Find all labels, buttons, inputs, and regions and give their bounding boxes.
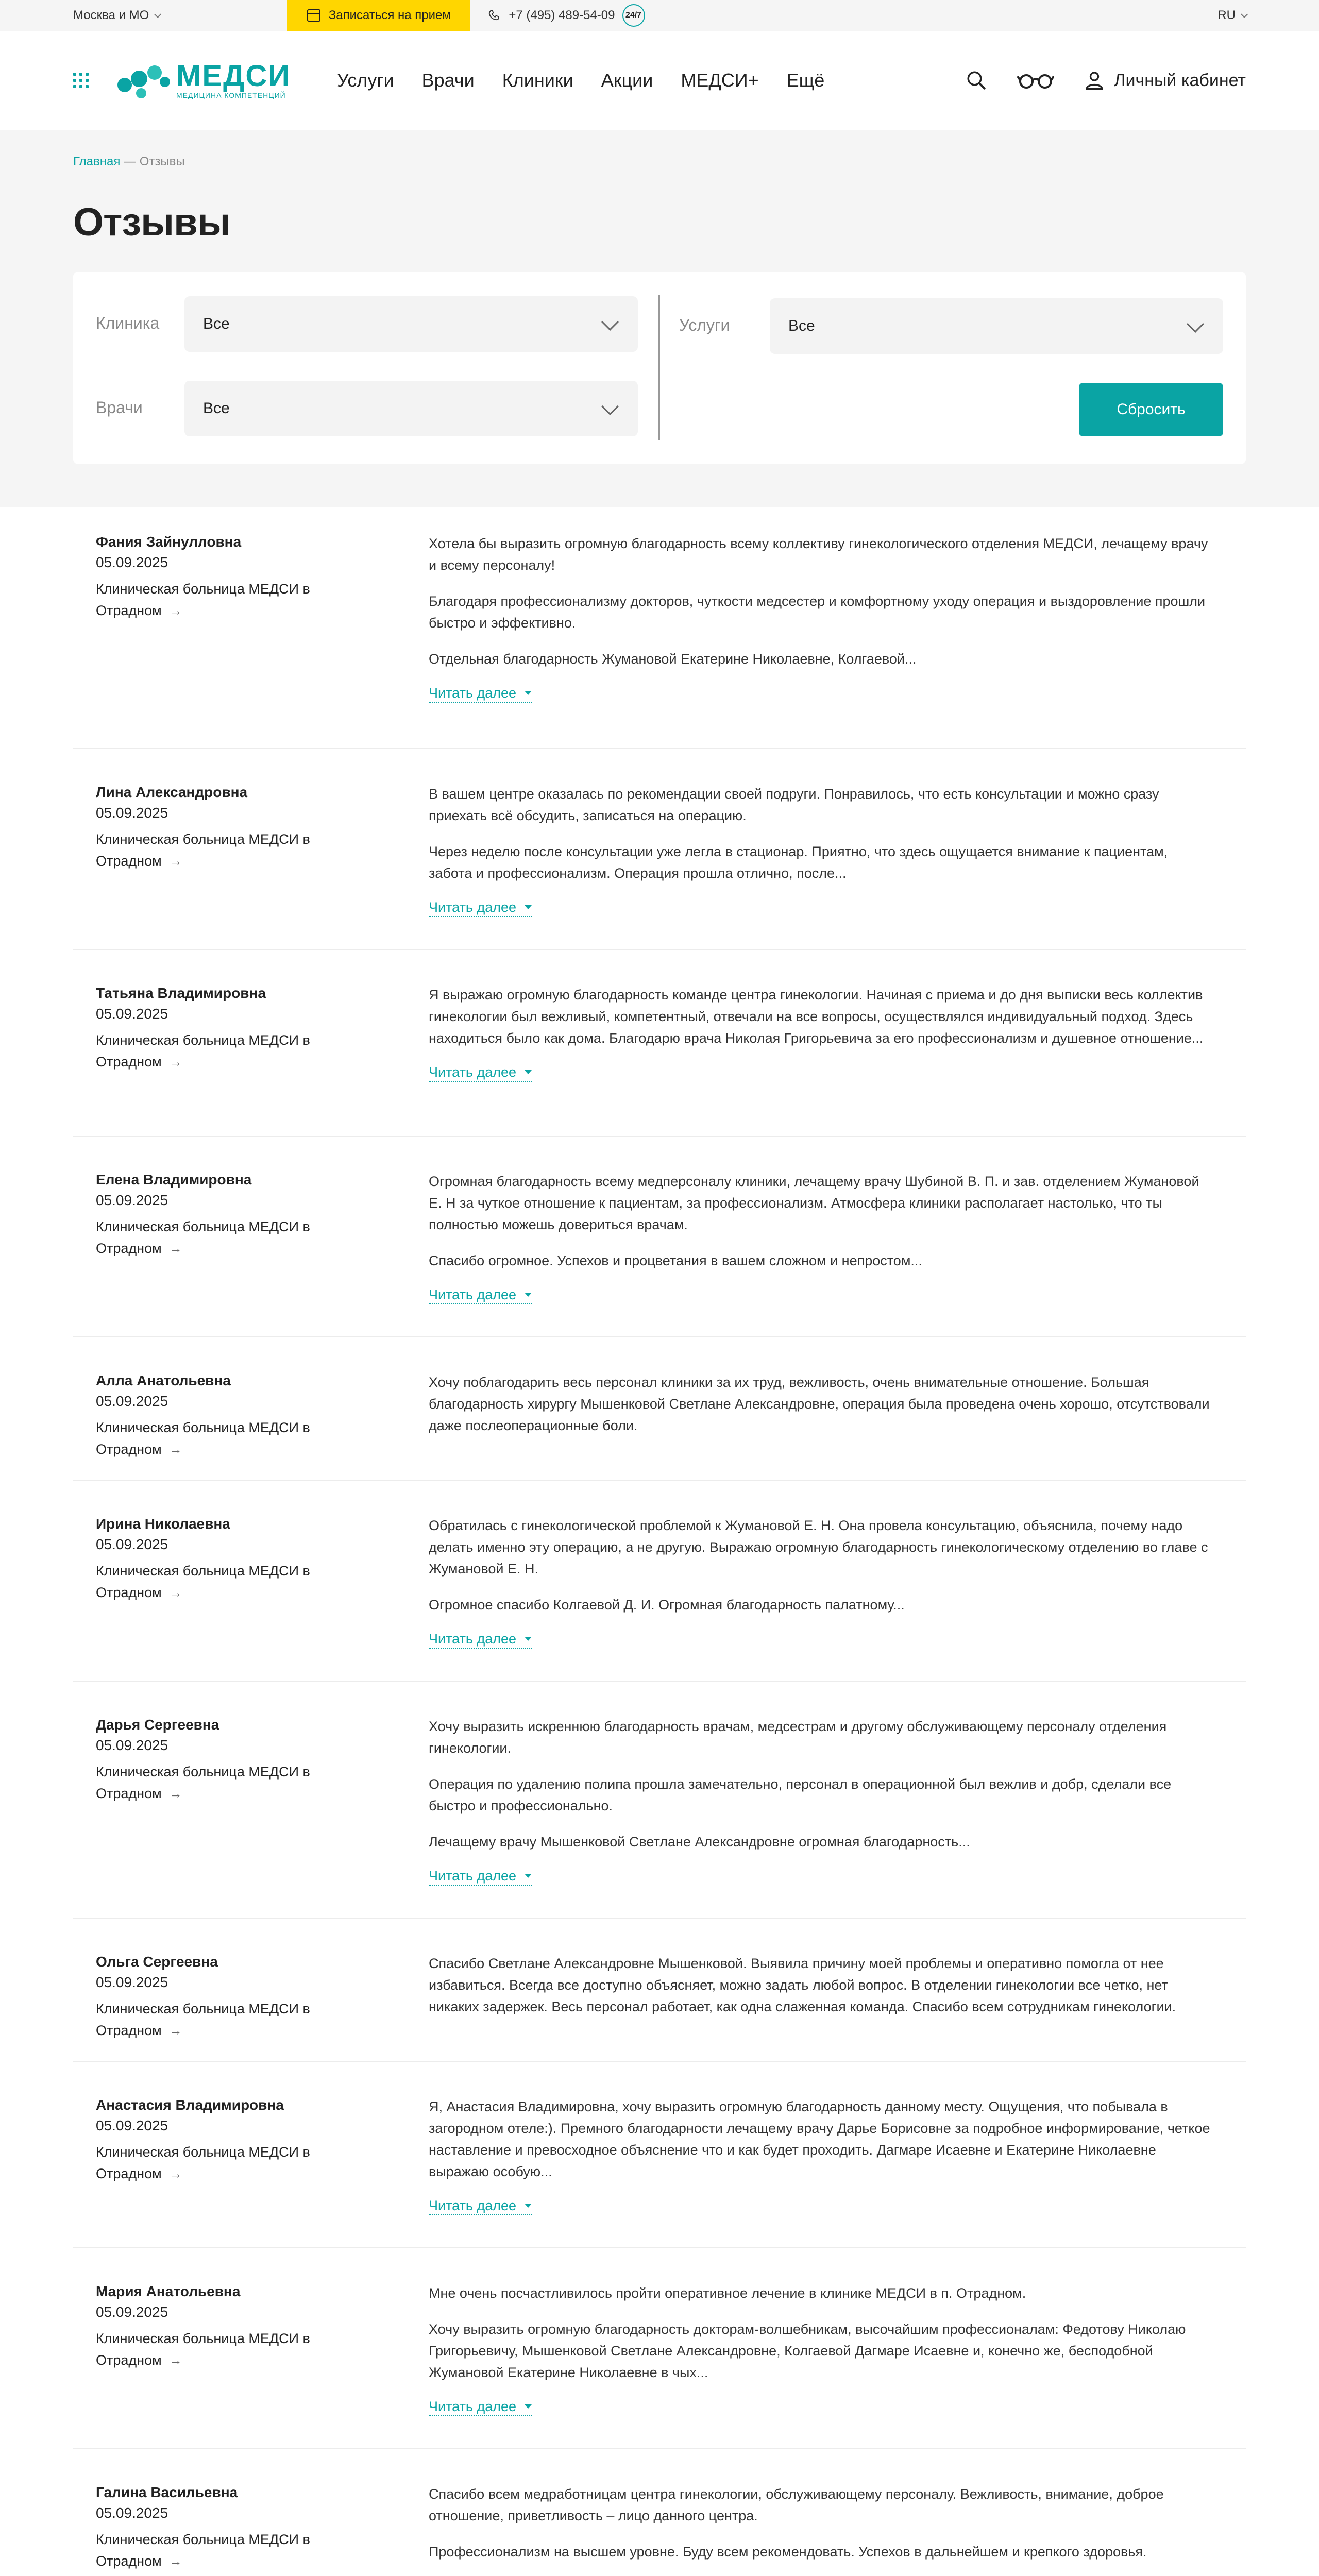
arrow-right-icon: → <box>168 603 182 618</box>
arrow-right-icon: → <box>168 2553 182 2569</box>
clinic-filter-value: Все <box>203 315 230 332</box>
review-author: Анастасия Владимировна <box>96 2097 284 2113</box>
review-text <box>429 984 1212 1082</box>
read-more-label: Читать далее <box>429 1287 517 1302</box>
read-more-link[interactable] <box>429 1630 532 1649</box>
chevron-down-icon <box>154 11 161 18</box>
caret-down-icon <box>525 1293 532 1297</box>
read-more-link[interactable] <box>429 899 532 917</box>
review-date: 05.09.2025 <box>96 2304 168 2320</box>
review-clinic-name: Клиническая больница МЕДСИ в Отрадном <box>96 2144 310 2181</box>
phone-link[interactable] <box>487 4 645 27</box>
calendar-icon <box>307 9 320 22</box>
review-clinic-name: Клиническая больница МЕДСИ в Отрадном <box>96 1420 310 1457</box>
read-more-label: Читать далее <box>429 1631 517 1647</box>
review-item <box>73 749 1246 950</box>
appointment-button[interactable] <box>287 0 470 31</box>
review-item <box>73 512 1246 749</box>
review-paragraph: Через неделю после консультации уже легла в стационар. Приятно, что здесь ощущается внимание к пациентам, забота и профессионализм. Операция прошла отлично, после... <box>429 844 1168 881</box>
apps-grid-icon[interactable] <box>73 73 89 88</box>
review-clinic-link[interactable] <box>96 1761 323 1804</box>
review-paragraph: Огромная благодарность всему медперсоналу клиники, лечащему врачу Шубиной В. П. и зав. отделением Жумановой Е. Н за чуткое отношение к пациентам, за профессионализм. Атмосфера клиники располагает настолько, что ты полностью можешь довериться врачам. <box>429 1174 1199 1232</box>
services-filter-select[interactable] <box>770 298 1223 354</box>
caret-down-icon <box>525 2204 532 2208</box>
review-paragraph: Профессионализм на высшем уровне. Буду всем рекомендовать. Успехов в дальнейшем и крепкого здоровья. <box>429 2544 1147 2560</box>
read-more-link[interactable] <box>429 1286 532 1304</box>
city-label: Москва и МО <box>73 8 149 22</box>
read-more-link[interactable] <box>429 1063 532 1082</box>
review-paragraph: Хочу поблагодарить весь персонал клиники за их труд, вежливость, очень внимательные отношение. Большая благодарность хирургу Мышенковой Светлане Александровне, операция была проведена очень хорошо, отсутствовали даже послеоперационные боли. <box>429 1375 1210 1433</box>
review-clinic-link[interactable] <box>96 2529 323 2572</box>
review-text <box>429 1953 1212 2018</box>
arrow-right-icon: → <box>168 1786 182 1801</box>
reset-filters-button[interactable]: Сбросить <box>1079 383 1223 436</box>
city-selector[interactable] <box>73 8 159 23</box>
nav-item-more[interactable]: Ещё <box>786 70 825 91</box>
main-header <box>0 31 1319 130</box>
arrow-right-icon: → <box>168 2166 182 2181</box>
review-clinic-name: Клиническая больница МЕДСИ в Отрадном <box>96 2532 310 2569</box>
review-author: Лина Александровна <box>96 784 248 800</box>
review-paragraph: Благодаря профессионализму докторов, чуткости медсестер и комфортному уходу операция и выздоровление прошли быстро и эффективно. <box>429 594 1206 631</box>
review-paragraph: Я выражаю огромную благодарность команде центра гинекологии. Начиная с приема и до дня выписки весь коллектив гинекологии был вежливый, компетентный, отвечали на все вопросы, осуществлялся индивидуальный подход. Здесь находиться было как дома. Благодарю врача Николая Григорьевича за его профессионализм и душевное отношение... <box>429 987 1204 1046</box>
arrow-right-icon: → <box>168 2352 182 2368</box>
phone-number: +7 (495) 489-54-09 <box>509 8 615 22</box>
review-author: Фания Зайнулловна <box>96 534 242 550</box>
search-icon[interactable] <box>966 70 987 91</box>
review-date: 05.09.2025 <box>96 1536 168 1552</box>
nav-item-services[interactable]: Услуги <box>336 70 394 91</box>
glasses-icon[interactable] <box>1017 70 1054 91</box>
doctors-filter-value: Все <box>203 400 230 417</box>
review-author: Ирина Николаевна <box>96 1516 230 1532</box>
review-clinic-link[interactable] <box>96 1029 323 1073</box>
clinic-filter-select[interactable] <box>184 296 638 352</box>
review-clinic-name: Клиническая больница МЕДСИ в Отрадном <box>96 1563 310 1600</box>
read-more-link[interactable] <box>429 684 532 703</box>
review-author: Дарья Сергеевна <box>96 1717 219 1733</box>
review-clinic-name: Клиническая больница МЕДСИ в Отрадном <box>96 1219 310 1256</box>
services-filter-value: Все <box>788 317 815 334</box>
review-clinic-link[interactable] <box>96 578 323 621</box>
review-paragraph: Спасибо огромное. Успехов и процветания в вашем сложном и непростом... <box>429 1253 922 1268</box>
breadcrumb-current: Отзывы <box>139 155 185 168</box>
review-item <box>73 2248 1246 2449</box>
personal-cabinet-link[interactable] <box>1084 70 1246 91</box>
review-date: 05.09.2025 <box>96 554 168 570</box>
services-filter-label: Услуги <box>679 316 730 334</box>
read-more-label: Читать далее <box>429 1868 517 1884</box>
review-clinic-link[interactable] <box>96 2141 323 2184</box>
language-label: RU <box>1217 8 1236 22</box>
review-paragraph: Операция по удалению полипа прошла замечательно, персонал в операционной был вежлив и добр, сделали все быстро и профессионально. <box>429 1776 1172 1814</box>
nav-item-medsi-plus[interactable]: МЕДСИ+ <box>681 70 759 91</box>
review-item <box>73 1337 1246 1481</box>
review-item <box>73 1682 1246 1919</box>
review-clinic-link[interactable] <box>96 1417 323 1460</box>
review-item <box>73 2062 1246 2248</box>
read-more-link[interactable] <box>429 2398 532 2416</box>
review-text <box>429 1515 1212 1649</box>
review-clinic-name: Клиническая больница МЕДСИ в Отрадном <box>96 1764 310 1801</box>
page-title: Отзывы <box>73 200 230 244</box>
read-more-link[interactable] <box>429 2197 532 2215</box>
review-paragraph: Огромное спасибо Колгаевой Д. И. Огромная благодарность палатному... <box>429 1597 905 1613</box>
doctors-filter-label: Врачи <box>96 398 143 417</box>
reviews-list <box>73 507 1246 2576</box>
review-text <box>429 2483 1212 2576</box>
review-text <box>429 1171 1212 1304</box>
review-author: Татьяна Владимировна <box>96 985 266 1001</box>
caret-down-icon <box>525 1070 532 1074</box>
review-item <box>73 950 1246 1137</box>
review-item <box>73 1919 1246 2062</box>
logo-name: МЕДСИ <box>176 59 291 93</box>
review-paragraph: Хочу выразить огромную благодарность докторам-волшебникам, высочайшим профессионалам: Федотову Николаю Григорьевичу, Мышенковой Светлане Александровне, Колгаевой Дагмаре Исаевне и, конечно же, бесподобной Жумановой Екатерине Николаевне в чых... <box>429 2321 1186 2380</box>
top-bar <box>0 0 1319 31</box>
review-date: 05.09.2025 <box>96 1737 168 1753</box>
breadcrumb-home[interactable]: Главная <box>73 155 121 168</box>
review-paragraph: Хотела бы выразить огромную благодарность всему коллективу гинекологического отделения МЕДСИ, лечащему врачу и всему персоналу! <box>429 536 1208 573</box>
review-clinic-name: Клиническая больница МЕДСИ в Отрадном <box>96 2331 310 2368</box>
hero-section <box>0 130 1319 507</box>
logo-mark-icon <box>114 61 171 99</box>
review-paragraph: Спасибо Светлане Александровне Мышенковой. Выявила причину моей проблемы и оперативно помогла от нее избавиться. Всегда все доступно объясняет, можно задать любой вопрос. В отделении гинекологии все четко, нет никаких задержек. Весь персонал работает, как одна слаженная команда. Спасибо всем сотрудникам гинекологии. <box>429 1956 1176 2014</box>
breadcrumb-separator: — <box>120 155 140 168</box>
nav-item-promos[interactable]: Акции <box>601 70 653 91</box>
breadcrumb <box>73 155 1246 169</box>
review-date: 05.09.2025 <box>96 2505 168 2521</box>
review-clinic-name: Клиническая больница МЕДСИ в Отрадном <box>96 2001 310 2038</box>
filters-divider <box>658 295 660 440</box>
review-text <box>429 783 1212 917</box>
chevron-down-icon <box>1241 11 1248 18</box>
nav-item-clinics[interactable]: Клиники <box>502 70 573 91</box>
logo[interactable] <box>114 61 291 99</box>
review-author: Галина Васильевна <box>96 2484 238 2500</box>
user-icon <box>1084 70 1105 91</box>
arrow-right-icon: → <box>168 1442 182 1457</box>
review-paragraph: В вашем центре оказалась по рекомендации своей подруги. Понравилось, что есть консультации и можно сразу приехать всё обсудить, записаться на операцию. <box>429 786 1159 823</box>
review-date: 05.09.2025 <box>96 1192 168 1208</box>
review-date: 05.09.2025 <box>96 805 168 821</box>
language-selector[interactable] <box>1217 8 1246 23</box>
review-paragraph: Обратилась с гинекологической проблемой к Жумановой Е. Н. Она провела консультацию, объяснила, почему надо делать именно эту операцию, а не другую. Выражаю огромную благодарность гинекологическому отделению во главе с Жумановой Е. Н. <box>429 1518 1208 1577</box>
read-more-link[interactable] <box>429 1867 532 1886</box>
doctors-filter-select[interactable] <box>184 381 638 436</box>
review-author: Мария Анатольевна <box>96 2283 241 2299</box>
review-text <box>429 2096 1212 2215</box>
review-clinic-link[interactable] <box>96 1216 323 1259</box>
review-date: 05.09.2025 <box>96 1006 168 1022</box>
review-paragraph: Спасибо всем медработницам центра гинекологии, обслуживающему персоналу. Вежливость, внимание, доброе отношение, приветливость – лицо данного центра. <box>429 2486 1164 2523</box>
review-paragraph: Я, Анастасия Владимировна, хочу выразить огромную благодарность данному месту. Ощущения, что побывала в загородном отеле:). Премного благодарности лечащему врачу Дарье Борисовне за подробное информирование, четкое наставление и превосходное объяснение что и как будет проходить. Дагмаре Исаевне и Екатерине Николаевне выражаю особую... <box>429 2099 1210 2179</box>
read-more-label: Читать далее <box>429 2198 517 2213</box>
review-date: 05.09.2025 <box>96 2117 168 2133</box>
review-author: Елена Владимировна <box>96 1172 252 1188</box>
review-text <box>429 2282 1212 2416</box>
review-paragraph: Отдельная благодарность Жумановой Екатерине Николаевне, Колгаевой... <box>429 651 917 667</box>
review-clinic-name: Клиническая больница МЕДСИ в Отрадном <box>96 1032 310 1070</box>
read-more-label: Читать далее <box>429 1064 517 1080</box>
appointment-label: Записаться на прием <box>328 8 451 22</box>
review-clinic-name: Клиническая больница МЕДСИ в Отрадном <box>96 832 310 869</box>
review-paragraph: Лечащему врачу Мышенковой Светлане Александровне огромная благодарность... <box>429 1834 970 1850</box>
review-date: 05.09.2025 <box>96 1974 168 1990</box>
arrow-right-icon: → <box>168 853 182 869</box>
caret-down-icon <box>525 2404 532 2409</box>
caret-down-icon <box>525 691 532 695</box>
review-item <box>73 2449 1246 2576</box>
review-text <box>429 1716 1212 1886</box>
arrow-right-icon: → <box>168 1241 182 1256</box>
review-clinic-link[interactable] <box>96 1560 323 1603</box>
review-clinic-name: Клиническая больница МЕДСИ в Отрадном <box>96 581 310 618</box>
review-date: 05.09.2025 <box>96 1393 168 1409</box>
review-item <box>73 1481 1246 1682</box>
cabinet-label: Личный кабинет <box>1114 70 1246 90</box>
phone-icon <box>487 8 501 23</box>
arrow-right-icon: → <box>168 1585 182 1600</box>
logo-tagline: МЕДИЦИНА КОМПЕТЕНЦИЙ <box>176 91 286 99</box>
caret-down-icon <box>525 1637 532 1641</box>
review-text <box>429 1371 1212 1436</box>
arrow-right-icon: → <box>168 1054 182 1070</box>
review-text <box>429 533 1212 703</box>
read-more-label: Читать далее <box>429 685 517 701</box>
caret-down-icon <box>525 1874 532 1878</box>
nav-item-doctors[interactable]: Врачи <box>421 70 475 91</box>
arrow-right-icon: → <box>168 2023 182 2038</box>
review-paragraph: Хочу выразить искреннюю благодарность врачам, медсестрам и другому обслуживающему персоналу отделения гинекологии. <box>429 1719 1167 1756</box>
review-clinic-link[interactable] <box>96 828 323 872</box>
read-more-label: Читать далее <box>429 2399 517 2414</box>
review-author: Ольга Сергеевна <box>96 1954 218 1970</box>
read-more-label: Читать далее <box>429 900 517 915</box>
filters-panel <box>73 272 1246 464</box>
badge-24-7: 24/7 <box>622 4 645 27</box>
review-clinic-link[interactable] <box>96 1998 323 2041</box>
clinic-filter-label: Клиника <box>96 314 160 332</box>
review-author: Алла Анатольевна <box>96 1372 231 1388</box>
chevron-down-icon <box>1187 315 1204 333</box>
review-item <box>73 1137 1246 1337</box>
review-paragraph: Мне очень посчастливилось пройти оперативное лечение в клинике МЕДСИ в п. Отрадном. <box>429 2285 1026 2301</box>
chevron-down-icon <box>601 398 619 415</box>
review-clinic-link[interactable] <box>96 2328 323 2371</box>
caret-down-icon <box>525 905 532 909</box>
main-nav <box>337 70 824 91</box>
chevron-down-icon <box>601 313 619 331</box>
